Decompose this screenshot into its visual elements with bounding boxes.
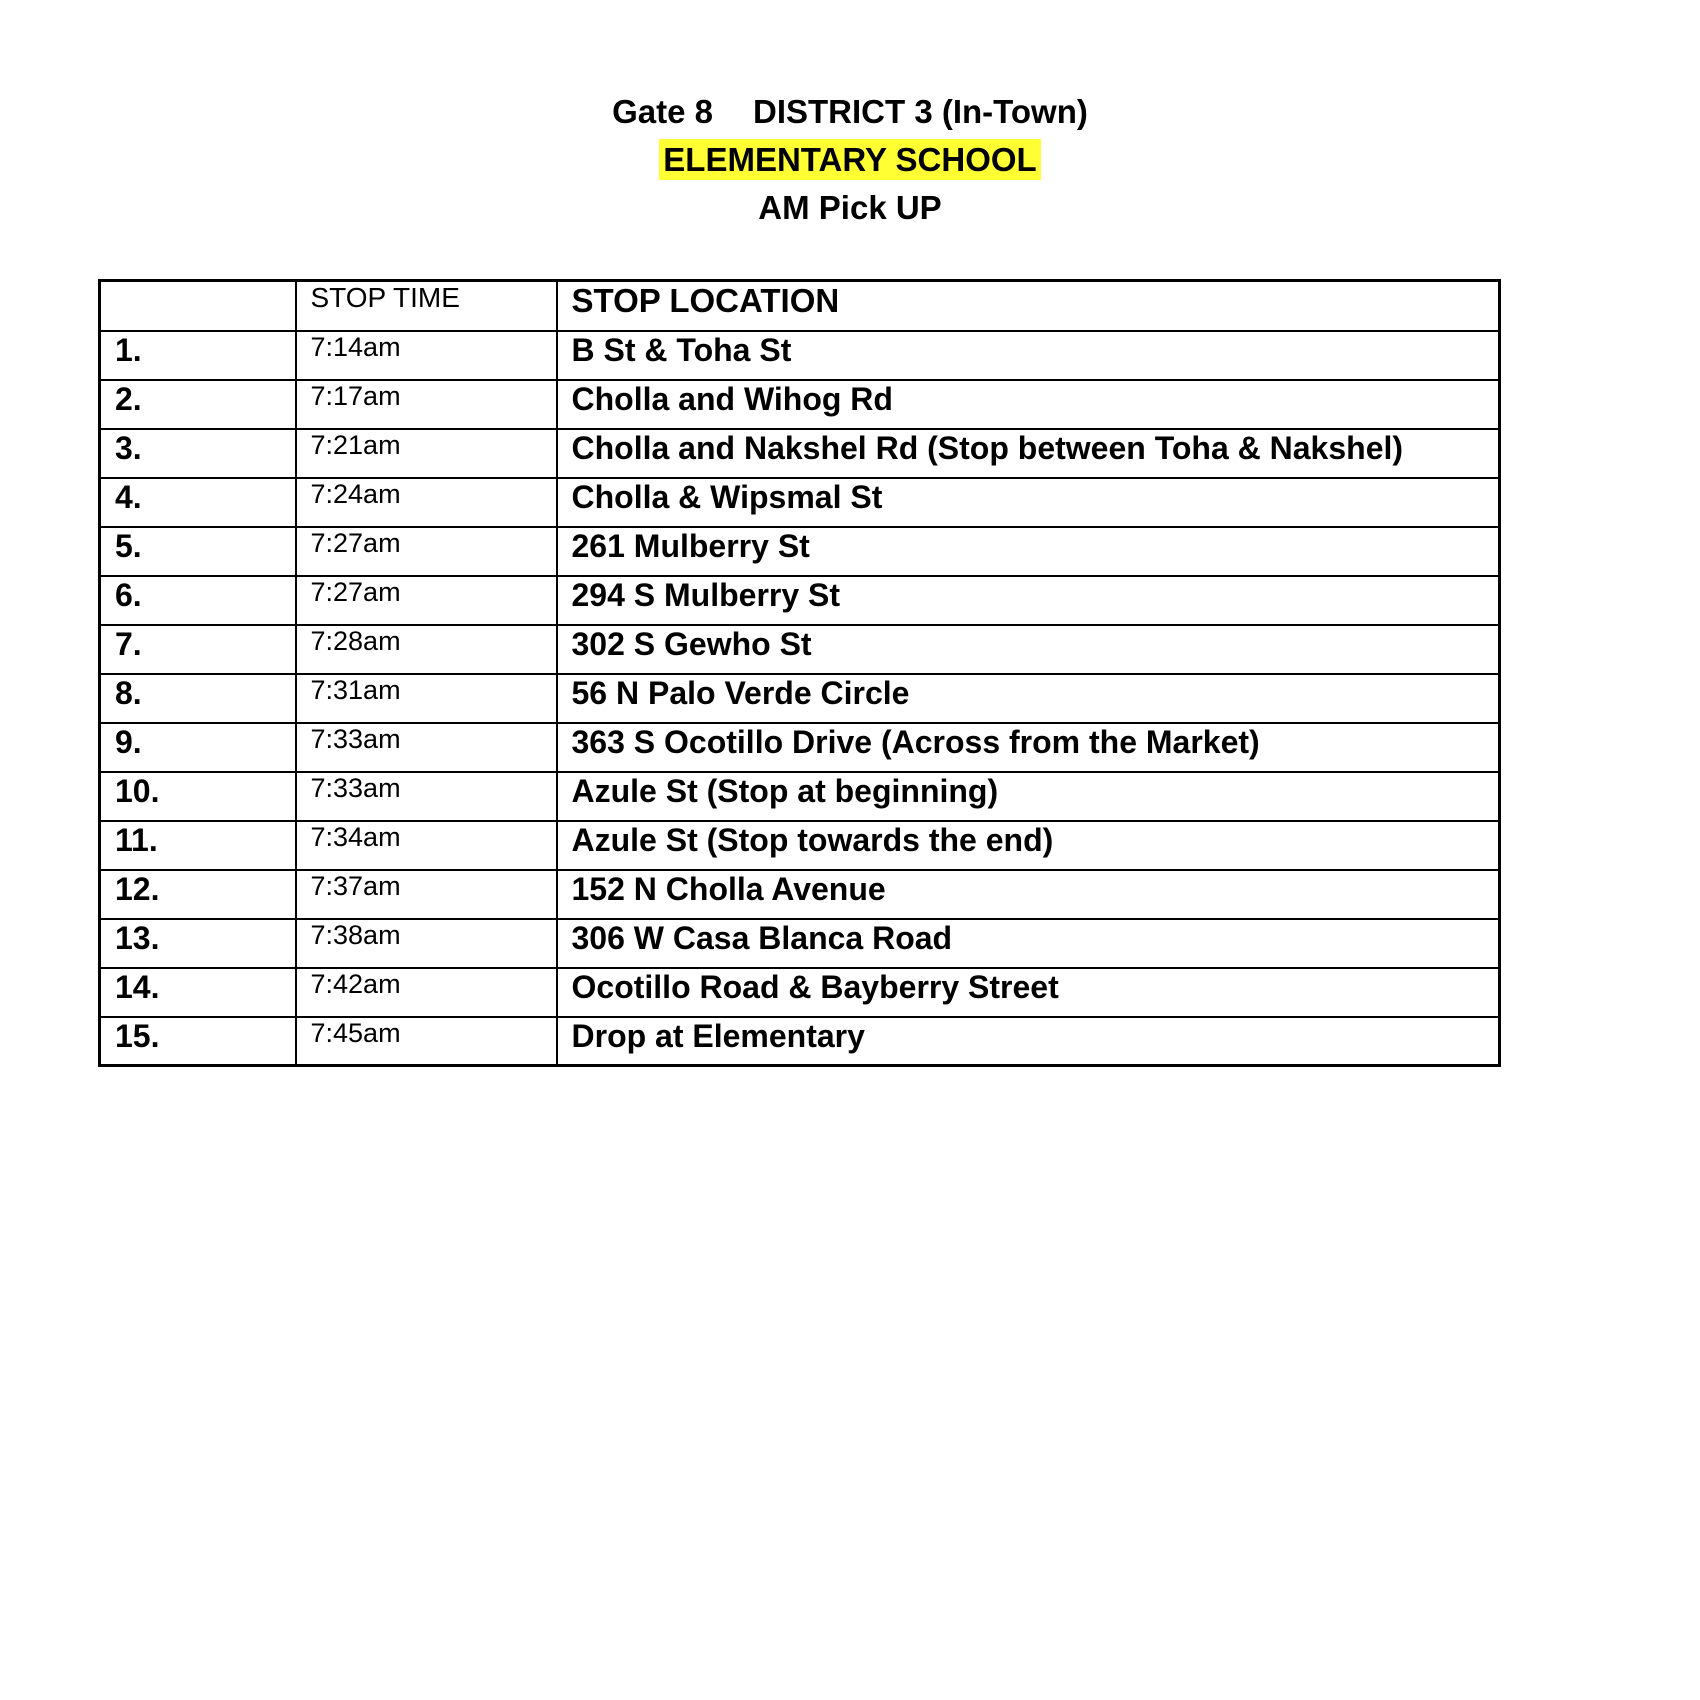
stop-location: B St & Toha St [557,331,1500,380]
stop-time: 7:33am [296,723,557,772]
stop-time: 7:21am [296,429,557,478]
school-line [0,136,1700,184]
table-row [100,478,1500,527]
stop-location: Azule St (Stop towards the end) [557,821,1500,870]
stop-number: 14. [100,968,296,1017]
header-number [100,281,296,331]
stop-location: 56 N Palo Verde Circle [557,674,1500,723]
stop-schedule-table [98,279,1501,1067]
district-label: DISTRICT 3 (In-Town) [753,93,1088,130]
stop-time: 7:28am [296,625,557,674]
stop-time: 7:17am [296,380,557,429]
session-label: AM Pick UP [758,189,942,226]
table-row [100,723,1500,772]
stop-location: 152 N Cholla Avenue [557,870,1500,919]
stop-number: 12. [100,870,296,919]
table-row [100,772,1500,821]
stop-time: 7:24am [296,478,557,527]
stop-location: Azule St (Stop at beginning) [557,772,1500,821]
stop-time: 7:27am [296,527,557,576]
table-row [100,331,1500,380]
stop-number: 8. [100,674,296,723]
stop-time: 7:45am [296,1017,557,1066]
stop-number: 11. [100,821,296,870]
table-row [100,968,1500,1017]
table-header-row [100,281,1500,331]
stop-location: Cholla & Wipsmal St [557,478,1500,527]
title-line [0,88,1700,136]
stop-location: Ocotillo Road & Bayberry Street [557,968,1500,1017]
stop-number: 15. [100,1017,296,1066]
stop-number: 7. [100,625,296,674]
school-label: ELEMENTARY SCHOOL [659,139,1040,180]
stop-time: 7:34am [296,821,557,870]
stop-location: Drop at Elementary [557,1017,1500,1066]
stop-location: 306 W Casa Blanca Road [557,919,1500,968]
stop-time: 7:27am [296,576,557,625]
table-row [100,380,1500,429]
table-row [100,576,1500,625]
table-row [100,870,1500,919]
stop-location: 294 S Mulberry St [557,576,1500,625]
header-stop-time: STOP TIME [296,281,557,331]
stop-number: 2. [100,380,296,429]
stop-number: 3. [100,429,296,478]
stop-number: 13. [100,919,296,968]
stop-time: 7:38am [296,919,557,968]
table-row [100,625,1500,674]
table-row [100,919,1500,968]
stop-location: 302 S Gewho St [557,625,1500,674]
stop-time: 7:42am [296,968,557,1017]
stop-number: 1. [100,331,296,380]
stop-time: 7:33am [296,772,557,821]
stop-time: 7:31am [296,674,557,723]
stop-number: 10. [100,772,296,821]
header-stop-location: STOP LOCATION [557,281,1500,331]
stop-time: 7:37am [296,870,557,919]
stop-number: 4. [100,478,296,527]
stop-location: 261 Mulberry St [557,527,1500,576]
table-row [100,821,1500,870]
stop-number: 5. [100,527,296,576]
stop-number: 9. [100,723,296,772]
table-row [100,429,1500,478]
stop-time: 7:14am [296,331,557,380]
stop-location: Cholla and Wihog Rd [557,380,1500,429]
table-row [100,674,1500,723]
document-header [0,88,1700,232]
stop-number: 6. [100,576,296,625]
gate-label: Gate 8 [612,93,714,130]
stop-location: Cholla and Nakshel Rd (Stop between Toha & Nakshel) [557,429,1500,478]
table-row [100,527,1500,576]
stop-location: 363 S Ocotillo Drive (Across from the Market) [557,723,1500,772]
table-row [100,1017,1500,1066]
